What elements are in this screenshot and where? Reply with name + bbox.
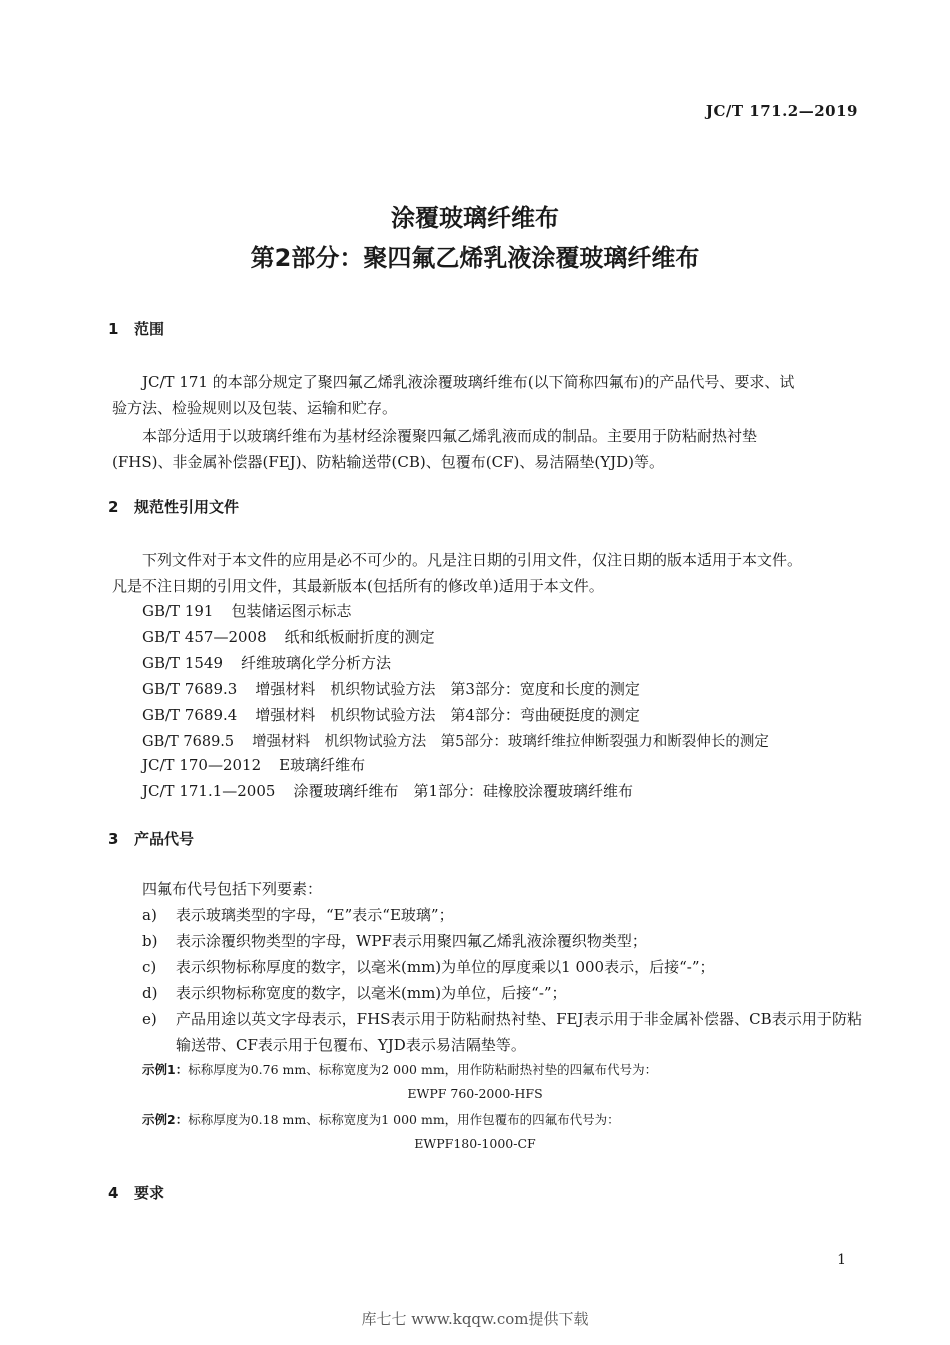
reference-title: 涂覆玻璃纤维布 第1部分：硅橡胶涂覆玻璃纤维布 bbox=[293, 782, 633, 800]
section-title: 要求 bbox=[134, 1184, 165, 1202]
reference-code: GB/T 1549 bbox=[142, 654, 224, 672]
reference-title: E玻璃纤维布 bbox=[279, 756, 366, 774]
list-item bbox=[142, 928, 862, 954]
section-title: 产品代号 bbox=[134, 830, 195, 848]
page-number: 1 bbox=[837, 1252, 846, 1268]
reference-item bbox=[142, 704, 640, 725]
section-1-para-1-line-1: JC/T 171 的本部分规定了聚四氟乙烯乳液涂覆玻璃纤维布(以下简称四氟布)的产品代号、要求、试 bbox=[142, 373, 795, 391]
list-item bbox=[142, 954, 862, 980]
section-2-intro-line-1: 下列文件对于本文件的应用是必不可少的。凡是注日期的引用文件，仅注日期的版本适用于本文件。 bbox=[142, 551, 803, 569]
section-title: 范围 bbox=[134, 320, 165, 338]
list-item-label: e) bbox=[142, 1010, 157, 1028]
list-item bbox=[142, 902, 862, 928]
section-1-para-1-line-2: 验方法、检验规则以及包装、运输和贮存。 bbox=[112, 399, 398, 417]
section-1-para-2-line-1: 本部分适用于以玻璃纤维布为基材经涂覆聚四氟乙烯乳液而成的制品。主要用于防粘耐热衬垫 bbox=[142, 427, 758, 445]
reference-title: 增强材料 机织物试验方法 第4部分：弯曲硬挺度的测定 bbox=[255, 706, 640, 724]
list-item-label: a) bbox=[142, 906, 157, 924]
section-3-intro: 四氟布代号包括下列要素： bbox=[142, 880, 323, 898]
section-4-heading bbox=[108, 1182, 164, 1203]
section-title: 规范性引用文件 bbox=[134, 498, 240, 516]
reference-item bbox=[142, 730, 769, 751]
list-item-label: c) bbox=[142, 958, 157, 976]
reference-code: GB/T 191 bbox=[142, 602, 214, 620]
section-number: 1 bbox=[108, 320, 119, 338]
reference-code: GB/T 7689.4 bbox=[142, 706, 238, 724]
section-1-heading bbox=[108, 318, 164, 339]
list-item-text: 表示涂覆织物类型的字母，WPF表示用聚四氟乙烯乳液涂覆织物类型； bbox=[176, 932, 647, 950]
example-2 bbox=[142, 1110, 620, 1128]
example-label: 示例1： bbox=[142, 1062, 189, 1077]
example-2-code: EWPF180-1000-CF bbox=[414, 1136, 536, 1151]
list-item-text: 表示织物标称厚度的数字，以毫米(mm)为单位的厚度乘以1 000表示，后接“-”； bbox=[176, 958, 715, 976]
reference-code: JC/T 170—2012 bbox=[142, 756, 262, 774]
document-subtitle: 第2部分：聚四氟乙烯乳液涂覆玻璃纤维布 bbox=[250, 244, 700, 272]
list-item-label: d) bbox=[142, 984, 158, 1002]
reference-title: 增强材料 机织物试验方法 第3部分：宽度和长度的测定 bbox=[255, 680, 640, 698]
section-number: 3 bbox=[108, 830, 119, 848]
reference-item bbox=[142, 678, 640, 699]
reference-title: 纤维玻璃化学分析方法 bbox=[241, 654, 392, 672]
section-number: 2 bbox=[108, 498, 119, 516]
list-item bbox=[142, 1006, 862, 1058]
section-3-heading bbox=[108, 828, 194, 849]
example-label: 示例2： bbox=[142, 1112, 189, 1127]
section-number: 4 bbox=[108, 1184, 119, 1202]
reference-code: JC/T 171.1—2005 bbox=[142, 782, 276, 800]
example-1-code: EWPF 760-2000-HFS bbox=[407, 1086, 543, 1101]
section-2-heading bbox=[108, 496, 239, 517]
reference-item bbox=[142, 652, 391, 673]
example-text: 标称厚度为0.76 mm、标称宽度为2 000 mm，用作防粘耐热衬垫的四氟布代号为： bbox=[188, 1062, 658, 1077]
list-item-text: 产品用途以英文字母表示，FHS表示用于防粘耐热衬垫、FEJ表示用于非金属补偿器、CB表示用于防粘输送带、CF表示用于包覆布、YJD表示易洁隔垫等。 bbox=[176, 1010, 862, 1054]
reference-code: GB/T 7689.5 bbox=[142, 734, 235, 750]
reference-item bbox=[142, 600, 351, 621]
reference-code: GB/T 7689.3 bbox=[142, 680, 238, 698]
standard-number: JC/T 171.2—2019 bbox=[705, 102, 858, 120]
reference-item bbox=[142, 754, 365, 775]
reference-title: 包装储运图示标志 bbox=[231, 602, 352, 620]
reference-code: GB/T 457—2008 bbox=[142, 628, 267, 646]
section-1-para-2-line-2: (FHS)、非金属补偿器(FEJ)、防粘输送带(CB)、包覆布(CF)、易洁隔垫(YJD)等。 bbox=[112, 453, 664, 471]
section-2-intro-line-2: 凡是不注日期的引用文件，其最新版本(包括所有的修改单)适用于本文件。 bbox=[112, 577, 604, 595]
reference-item bbox=[142, 780, 633, 801]
example-1 bbox=[142, 1060, 657, 1078]
reference-title: 增强材料 机织物试验方法 第5部分：玻璃纤维拉伸断裂强力和断裂伸长的测定 bbox=[252, 734, 769, 750]
reference-item bbox=[142, 626, 435, 647]
document-title: 涂覆玻璃纤维布 bbox=[391, 204, 559, 232]
list-item-label: b) bbox=[142, 932, 158, 950]
list-item-text: 表示玻璃类型的字母，“E”表示“E玻璃”； bbox=[176, 906, 454, 924]
footer-watermark: 库七七 www.kqqw.com提供下载 bbox=[361, 1310, 589, 1328]
example-text: 标称厚度为0.18 mm、标称宽度为1 000 mm，用作包覆布的四氟布代号为： bbox=[188, 1112, 620, 1127]
list-item bbox=[142, 980, 862, 1006]
list-item-text: 表示织物标称宽度的数字，以毫米(mm)为单位，后接“-”； bbox=[176, 984, 567, 1002]
reference-title: 纸和纸板耐折度的测定 bbox=[284, 628, 435, 646]
